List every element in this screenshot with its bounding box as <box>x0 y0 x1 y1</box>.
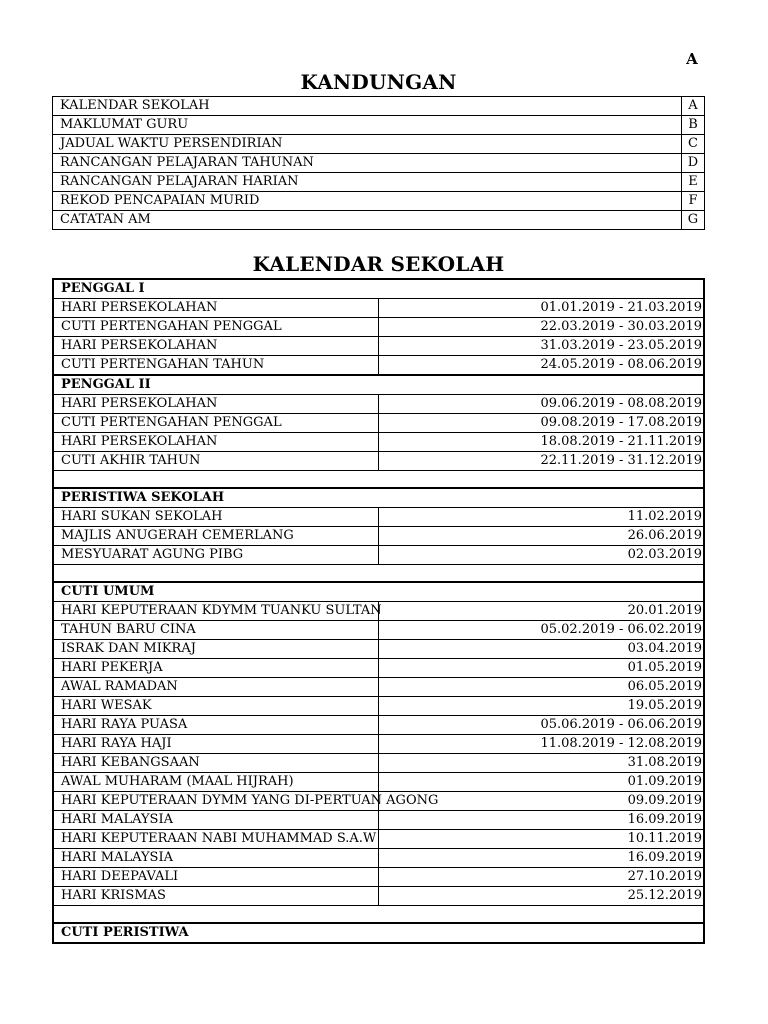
event-label: TAHUN BARU CINA <box>53 621 379 640</box>
event-label: HARI KEBANGSAAN <box>53 754 379 773</box>
event-label: HARI PERSEKOLAHAN <box>53 299 379 318</box>
section-heading: PENGGAL II <box>53 375 704 395</box>
calendar-row <box>53 868 704 887</box>
spacer-cell <box>53 565 704 583</box>
calendar-row <box>53 337 704 356</box>
toc-item-key: D <box>682 154 705 173</box>
event-label: HARI RAYA HAJI <box>53 735 379 754</box>
event-label: CUTI PERTENGAHAN PENGGAL <box>53 414 379 433</box>
event-date: 25.12.2019 <box>379 887 705 906</box>
toc-row <box>53 97 705 116</box>
section-heading-row <box>53 923 704 943</box>
event-date: 16.09.2019 <box>379 811 705 830</box>
toc-item-label: JADUAL WAKTU PERSENDIRIAN <box>53 135 682 154</box>
section-heading-row <box>53 582 704 602</box>
calendar-row <box>53 811 704 830</box>
event-label: AWAL RAMADAN <box>53 678 379 697</box>
event-date: 16.09.2019 <box>379 849 705 868</box>
toc-item-label: RANCANGAN PELAJARAN TAHUNAN <box>53 154 682 173</box>
calendar-row <box>53 887 704 906</box>
calendar-row <box>53 546 704 565</box>
event-label: ISRAK DAN MIKRAJ <box>53 640 379 659</box>
section-heading-row <box>53 279 704 299</box>
calendar-row <box>53 830 704 849</box>
event-label: HARI MALAYSIA <box>53 811 379 830</box>
calendar-row <box>53 659 704 678</box>
calendar-row <box>53 433 704 452</box>
toc-item-key: C <box>682 135 705 154</box>
toc-item-label: MAKLUMAT GURU <box>53 116 682 135</box>
calendar-row <box>53 849 704 868</box>
calendar-row <box>53 318 704 337</box>
toc-row <box>53 173 705 192</box>
event-label: HARI MALAYSIA <box>53 849 379 868</box>
spacer-cell <box>53 471 704 489</box>
calendar-row <box>53 527 704 546</box>
toc-item-label: KALENDAR SEKOLAH <box>53 97 682 116</box>
event-date: 06.05.2019 <box>379 678 705 697</box>
page-letter: A <box>686 50 698 68</box>
calendar-row <box>53 356 704 376</box>
event-label: HARI KEPUTERAAN NABI MUHAMMAD S.A.W <box>53 830 379 849</box>
calendar-row <box>53 735 704 754</box>
toc-row <box>53 116 705 135</box>
event-date: 20.01.2019 <box>379 602 705 621</box>
calendar-row <box>53 697 704 716</box>
event-date: 11.08.2019 - 12.08.2019 <box>379 735 705 754</box>
calendar-row <box>53 452 704 471</box>
calendar-row <box>53 773 704 792</box>
toc-item-key: G <box>682 211 705 230</box>
event-date: 05.06.2019 - 06.06.2019 <box>379 716 705 735</box>
calendar-table <box>52 278 705 944</box>
event-label: CUTI PERTENGAHAN PENGGAL <box>53 318 379 337</box>
event-date: 03.04.2019 <box>379 640 705 659</box>
calendar-row <box>53 754 704 773</box>
calendar-row <box>53 640 704 659</box>
toc-item-label: REKOD PENCAPAIAN MURID <box>53 192 682 211</box>
toc-item-key: E <box>682 173 705 192</box>
event-label: HARI DEEPAVALI <box>53 868 379 887</box>
toc-row <box>53 154 705 173</box>
toc-item-label: CATATAN AM <box>53 211 682 230</box>
toc-item-key: A <box>682 97 705 116</box>
event-date: 09.06.2019 - 08.08.2019 <box>379 395 705 414</box>
event-label: MESYUARAT AGUNG PIBG <box>53 546 379 565</box>
spacer-cell <box>53 906 704 924</box>
calendar-row <box>53 395 704 414</box>
event-label: HARI PEKERJA <box>53 659 379 678</box>
event-date: 01.09.2019 <box>379 773 705 792</box>
section-heading: PERISTIWA SEKOLAH <box>53 488 704 508</box>
calendar-row <box>53 678 704 697</box>
toc-item-key: B <box>682 116 705 135</box>
event-label: HARI WESAK <box>53 697 379 716</box>
spacer-row <box>53 906 704 924</box>
calendar-row <box>53 508 704 527</box>
calendar-row <box>53 716 704 735</box>
event-date: 31.08.2019 <box>379 754 705 773</box>
event-label: MAJLIS ANUGERAH CEMERLANG <box>53 527 379 546</box>
calendar-row <box>53 602 704 621</box>
calendar-row <box>53 621 704 640</box>
event-date: 24.05.2019 - 08.06.2019 <box>379 356 705 376</box>
event-label: HARI PERSEKOLAHAN <box>53 337 379 356</box>
section-heading: CUTI PERISTIWA <box>53 923 704 943</box>
event-label: CUTI AKHIR TAHUN <box>53 452 379 471</box>
toc-item-label: RANCANGAN PELAJARAN HARIAN <box>53 173 682 192</box>
toc-item-key: F <box>682 192 705 211</box>
section-heading: CUTI UMUM <box>53 582 704 602</box>
spacer-row <box>53 565 704 583</box>
event-label: HARI PERSEKOLAHAN <box>53 395 379 414</box>
calendar-row <box>53 792 704 811</box>
event-date: 09.09.2019 <box>379 792 705 811</box>
toc-row <box>53 135 705 154</box>
event-label: HARI PERSEKOLAHAN <box>53 433 379 452</box>
event-label: AWAL MUHARAM (MAAL HIJRAH) <box>53 773 379 792</box>
event-date: 01.01.2019 - 21.03.2019 <box>379 299 705 318</box>
calendar-title: KALENDAR SEKOLAH <box>252 252 505 276</box>
section-heading-row <box>53 375 704 395</box>
event-label: HARI KEPUTERAAN KDYMM TUANKU SULTAN <box>53 602 379 621</box>
section-heading: PENGGAL I <box>53 279 704 299</box>
event-date: 11.02.2019 <box>379 508 705 527</box>
event-label: HARI KRISMAS <box>53 887 379 906</box>
event-date: 01.05.2019 <box>379 659 705 678</box>
toc-table <box>52 96 705 230</box>
event-date: 27.10.2019 <box>379 868 705 887</box>
toc-row <box>53 211 705 230</box>
event-date: 02.03.2019 <box>379 546 705 565</box>
calendar-row <box>53 414 704 433</box>
event-label: HARI KEPUTERAAN DYMM YANG DI-PERTUAN AGONG <box>53 792 379 811</box>
event-date: 22.03.2019 - 30.03.2019 <box>379 318 705 337</box>
event-label: CUTI PERTENGAHAN TAHUN <box>53 356 379 376</box>
event-label: HARI RAYA PUASA <box>53 716 379 735</box>
event-date: 09.08.2019 - 17.08.2019 <box>379 414 705 433</box>
event-date: 18.08.2019 - 21.11.2019 <box>379 433 705 452</box>
toc-title: KANDUNGAN <box>300 70 457 94</box>
event-date: 22.11.2019 - 31.12.2019 <box>379 452 705 471</box>
event-date: 05.02.2019 - 06.02.2019 <box>379 621 705 640</box>
event-label: HARI SUKAN SEKOLAH <box>53 508 379 527</box>
toc-row <box>53 192 705 211</box>
event-date: 10.11.2019 <box>379 830 705 849</box>
event-date: 31.03.2019 - 23.05.2019 <box>379 337 705 356</box>
event-date: 19.05.2019 <box>379 697 705 716</box>
event-date: 26.06.2019 <box>379 527 705 546</box>
spacer-row <box>53 471 704 489</box>
section-heading-row <box>53 488 704 508</box>
calendar-row <box>53 299 704 318</box>
